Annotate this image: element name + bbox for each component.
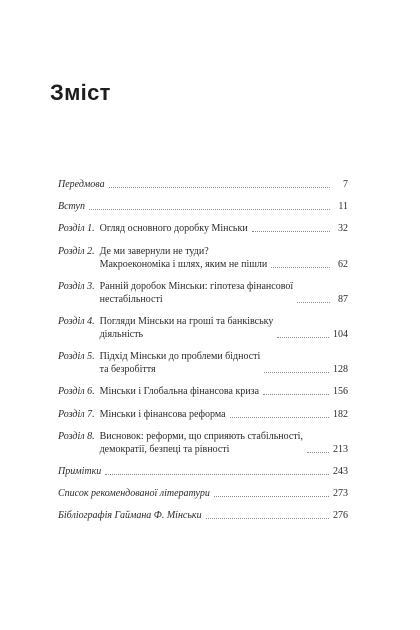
toc-page-number: 182: [333, 408, 348, 420]
toc-entry-title: Де ми завернули не туди?: [99, 245, 209, 257]
toc-entry-title-continued: Макроекономіка і шлях, яким не пішли: [99, 258, 268, 270]
toc-entry-label: Розділ 7.: [58, 408, 95, 420]
toc-entry-label: Розділ 1.: [58, 223, 95, 235]
dot-leader: [271, 266, 330, 268]
toc-entry-chapter-7[interactable]: [58, 408, 348, 421]
toc-entry-introduction[interactable]: [58, 200, 348, 213]
toc-entry-title: Мінськи і фінансова реформа: [99, 408, 226, 420]
dot-leader: [206, 517, 329, 519]
toc-entry-title: Висновок: реформи, що сприяють стабільності,: [99, 430, 303, 442]
toc-page-number: 87: [338, 293, 348, 305]
toc-entry-bibliography[interactable]: [58, 509, 348, 522]
toc-page-number: 11: [338, 201, 348, 213]
toc-entry-chapter-5[interactable]: [58, 350, 348, 376]
toc-entry-title: Огляд основного доробку Мінськи: [99, 223, 248, 235]
toc-page-number: 32: [338, 223, 348, 235]
toc-entry-title-continued: діяльність: [99, 328, 144, 340]
toc-entry-chapter-3[interactable]: [58, 280, 348, 306]
toc-entry-title-continued: та безробіття: [99, 364, 156, 376]
toc-entry-title: Ранній доробок Мінськи: гіпотеза фінансової: [99, 280, 294, 292]
dot-leader: [89, 208, 330, 210]
toc-page-number: 156: [333, 386, 348, 398]
toc-entry-label: Розділ 3.: [58, 280, 95, 292]
dot-leader: [263, 393, 329, 395]
toc-entry-foreword[interactable]: [58, 178, 348, 191]
dot-leader: [230, 416, 329, 418]
toc-entry-chapter-6[interactable]: [58, 385, 348, 398]
toc-page-number: 62: [338, 258, 348, 270]
dot-leader: [277, 336, 329, 338]
toc-page-number: 273: [333, 488, 348, 500]
toc-page-number: 276: [333, 510, 348, 522]
toc-entry-chapter-1[interactable]: [58, 222, 348, 235]
toc-entry-label: Розділ 5.: [58, 351, 95, 363]
toc-entry-chapter-4[interactable]: [58, 315, 348, 341]
toc-entry-label: Бібліографія Гаймана Ф. Мінськи: [58, 510, 202, 522]
toc-page-number: 128: [333, 364, 348, 376]
dot-leader: [297, 301, 330, 303]
dot-leader: [214, 495, 329, 497]
dot-leader: [105, 473, 329, 475]
dot-leader: [109, 186, 330, 188]
dot-leader: [252, 230, 330, 232]
toc-entry-label: Розділ 4.: [58, 315, 95, 327]
toc-entry-notes[interactable]: [58, 465, 348, 478]
toc-entry-title: Погляди Мінськи на гроші та банківську: [99, 315, 274, 327]
page-title: Зміст: [50, 80, 111, 105]
table-of-contents: [58, 178, 348, 531]
toc-entry-title-continued: нестабільності: [99, 293, 163, 305]
toc-entry-label: Розділ 2.: [58, 245, 95, 257]
toc-page-number: 7: [343, 179, 348, 190]
toc-page-number: 104: [333, 328, 348, 340]
toc-page-number: 243: [333, 465, 348, 477]
toc-entry-label: Вступ: [58, 201, 85, 213]
toc-entry-title-continued: демократії, безпеці та рівності: [99, 443, 230, 455]
toc-entry-label: Розділ 6.: [58, 386, 95, 398]
toc-entry-label: Примітки: [58, 465, 102, 477]
toc-entry-label: Розділ 8.: [58, 430, 95, 442]
toc-entry-chapter-2[interactable]: [58, 245, 348, 271]
toc-entry-label: Передмова: [58, 179, 105, 190]
dot-leader: [264, 371, 329, 373]
toc-entry-title: Підхід Мінськи до проблеми бідності: [99, 351, 261, 363]
toc-page-number: 213: [333, 443, 348, 455]
toc-entry-chapter-8[interactable]: [58, 430, 348, 456]
toc-entry-label: Список рекомендованої літератури: [58, 488, 210, 500]
dot-leader: [307, 451, 329, 453]
toc-entry-recommended-reading[interactable]: [58, 487, 348, 500]
toc-entry-title: Мінськи і Глобальна фінансова криза: [99, 386, 260, 398]
